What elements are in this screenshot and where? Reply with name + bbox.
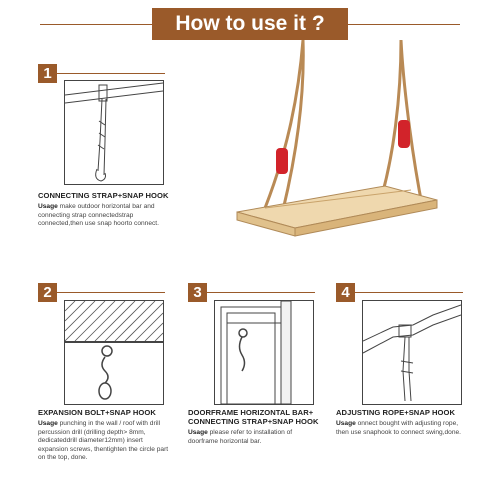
- step-2-rule: [57, 292, 165, 293]
- step-3-illustration: [214, 300, 314, 405]
- doorframe-bar-drawing: [215, 301, 313, 404]
- step-4-usage-text: onnect bought with adjusting rope, then use snaphook to connect swing,done.: [336, 420, 462, 436]
- page-title: How to use it ?: [175, 12, 325, 35]
- step-1-title: CONNECTING STRAP+SNAP HOOK: [38, 191, 169, 200]
- step-3-usage: [188, 429, 320, 446]
- step-1-rule: [57, 73, 165, 74]
- step-3-usage-text: please refer to installation of doorframe horizontal bar.: [188, 429, 293, 445]
- step-2-usage: [38, 420, 170, 463]
- step-1-usage-label: Usage: [38, 203, 58, 210]
- wooden-swing-icon: [225, 40, 440, 240]
- step-3-title-line1: DOORFRAME HORIZONTAL BAR+: [188, 408, 314, 417]
- header-banner: [152, 8, 348, 40]
- step-4-number: 4: [336, 283, 355, 302]
- step-1-usage-text: make outdoor horizontal bar and connecting strap connectedstrap connected,then use snap hoorto connect.: [38, 203, 159, 228]
- step-2-usage-text: punching in the wall / roof with drill percussion drill (drilling depth> 8mm, dedicateddrill diameter12mm) insert expansion screws, thentighten the circle part on the top, done.: [38, 420, 169, 462]
- step-3-rule: [207, 292, 315, 293]
- step-2-title: EXPANSION BOLT+SNAP HOOK: [38, 408, 156, 417]
- step-3-title-line2: CONNECTING STRAP+SNAP HOOK: [188, 417, 319, 426]
- step-4-rule: [355, 292, 463, 293]
- step-4-illustration: [362, 300, 462, 405]
- step-4-usage: [336, 420, 466, 437]
- header-rule-left: [40, 24, 152, 25]
- header-rule-right: [348, 24, 460, 25]
- step-1-usage: [38, 203, 178, 229]
- adjusting-rope-drawing: [363, 301, 461, 404]
- step-1-illustration: [64, 80, 164, 185]
- step-3-usage-label: Usage: [188, 429, 208, 436]
- step-4-usage-label: Usage: [336, 420, 356, 427]
- step-4-title: ADJUSTING ROPE+SNAP HOOK: [336, 408, 455, 417]
- step-3-number: 3: [188, 283, 207, 302]
- step-2-number: 2: [38, 283, 57, 302]
- step-2-usage-label: Usage: [38, 420, 58, 427]
- step-1-number: 1: [38, 64, 57, 83]
- expansion-bolt-drawing: [65, 301, 163, 404]
- swing-product-image: [225, 40, 440, 240]
- step-2-illustration: [64, 300, 164, 405]
- strap-hook-drawing: [65, 81, 163, 184]
